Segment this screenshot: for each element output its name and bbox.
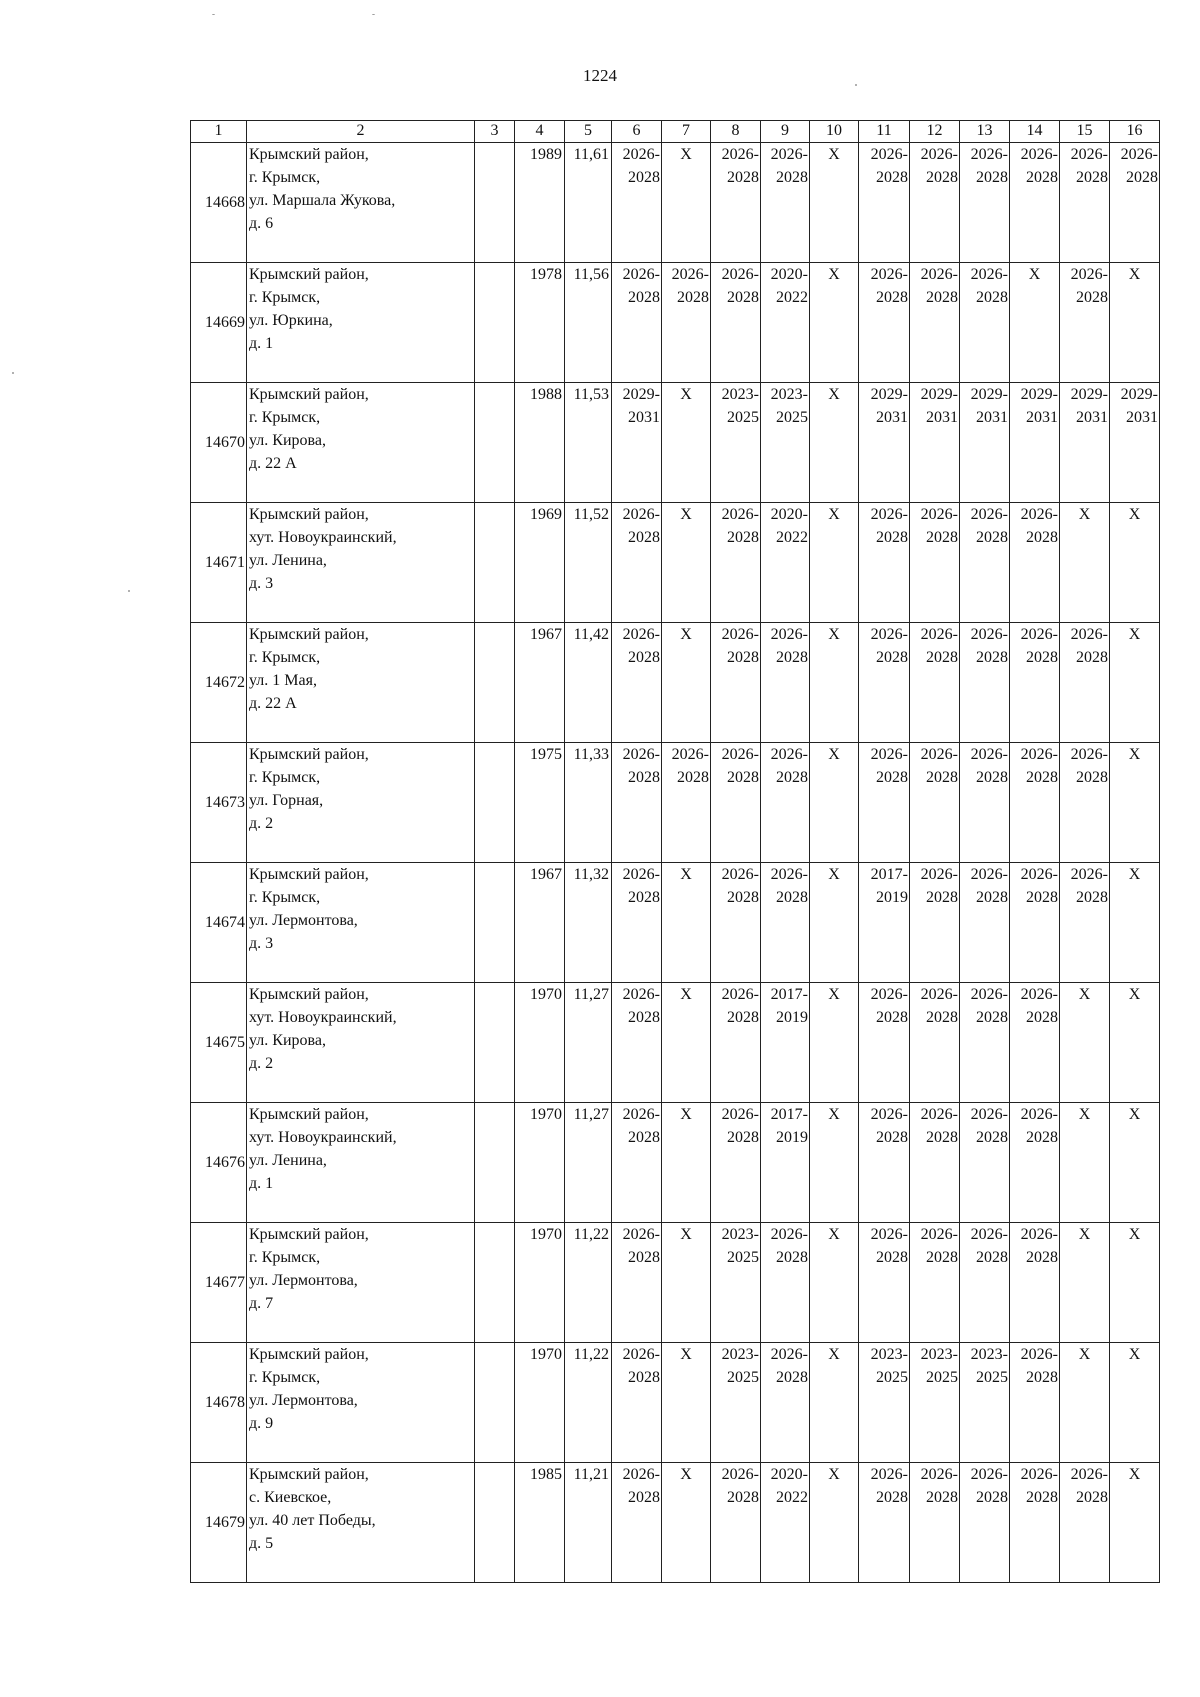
period-cell: 2017- 2019 xyxy=(859,863,910,983)
address-cell: Крымский район, хут. Новоукраинский, ул. Кирова, д. 2 xyxy=(247,983,475,1103)
scan-speck xyxy=(128,590,130,592)
period-cell: 2023- 2025 xyxy=(910,1343,960,1463)
table-row xyxy=(191,263,1160,383)
column-3-cell xyxy=(475,623,515,743)
period-cell: 2023- 2025 xyxy=(859,1343,910,1463)
row-number: 14678 xyxy=(191,1343,247,1463)
table-row xyxy=(191,983,1160,1103)
address-cell: Крымский район, г. Крымск, ул. Лермонтова, д. 7 xyxy=(247,1223,475,1343)
period-cell: 2026- 2028 xyxy=(1010,983,1060,1103)
value-cell: 11,56 xyxy=(565,263,612,383)
column-header: 11 xyxy=(859,121,910,143)
row-number: 14675 xyxy=(191,983,247,1103)
column-3-cell xyxy=(475,1103,515,1223)
period-cell: 2026- 2028 xyxy=(711,623,761,743)
period-cell: X xyxy=(810,623,859,743)
period-cell: X xyxy=(662,623,711,743)
period-cell: X xyxy=(662,983,711,1103)
period-cell: X xyxy=(1060,1223,1110,1343)
period-cell: 2026- 2028 xyxy=(859,1223,910,1343)
column-3-cell xyxy=(475,863,515,983)
period-cell: 2017- 2019 xyxy=(761,983,810,1103)
period-cell: 2026- 2028 xyxy=(612,263,662,383)
column-3-cell xyxy=(475,503,515,623)
table-row xyxy=(191,1103,1160,1223)
period-cell: 2020- 2022 xyxy=(761,503,810,623)
period-cell: 2020- 2022 xyxy=(761,263,810,383)
period-cell: 2026- 2028 xyxy=(960,623,1010,743)
address-cell: Крымский район, хут. Новоукраинский, ул. Ленина, д. 1 xyxy=(247,1103,475,1223)
address-cell: Крымский район, г. Крымск, ул. Кирова, д. 22 А xyxy=(247,383,475,503)
column-3-cell xyxy=(475,1223,515,1343)
column-header: 3 xyxy=(475,121,515,143)
column-header: 9 xyxy=(761,121,810,143)
row-number: 14676 xyxy=(191,1103,247,1223)
address-cell: Крымский район, г. Крымск, ул. Горная, д. 2 xyxy=(247,743,475,863)
period-cell: 2026- 2028 xyxy=(1060,263,1110,383)
period-cell: X xyxy=(810,743,859,863)
row-number: 14672 xyxy=(191,623,247,743)
period-cell: 2023- 2025 xyxy=(711,383,761,503)
page-number: 1224 xyxy=(583,66,617,85)
period-cell: X xyxy=(662,143,711,263)
period-cell: X xyxy=(1110,743,1160,863)
period-cell: 2026- 2028 xyxy=(859,143,910,263)
period-cell: 2026- 2028 xyxy=(1060,623,1110,743)
row-number: 14668 xyxy=(191,143,247,263)
period-cell: X xyxy=(1110,1343,1160,1463)
period-cell: 2017- 2019 xyxy=(761,1103,810,1223)
year-cell: 1970 xyxy=(515,1223,565,1343)
period-cell: 2026- 2028 xyxy=(612,1463,662,1583)
period-cell: 2020- 2022 xyxy=(761,1463,810,1583)
period-cell: 2029- 2031 xyxy=(1010,383,1060,503)
year-cell: 1970 xyxy=(515,1343,565,1463)
period-cell: 2026- 2028 xyxy=(662,263,711,383)
period-cell: 2026- 2028 xyxy=(960,1223,1010,1343)
period-cell: 2026- 2028 xyxy=(960,863,1010,983)
period-cell: X xyxy=(810,1343,859,1463)
year-cell: 1989 xyxy=(515,143,565,263)
scan-speck xyxy=(855,84,857,86)
column-3-cell xyxy=(475,143,515,263)
table-row xyxy=(191,1223,1160,1343)
value-cell: 11,53 xyxy=(565,383,612,503)
period-cell: 2029- 2031 xyxy=(859,383,910,503)
period-cell: 2026- 2028 xyxy=(612,623,662,743)
period-cell: 2026- 2028 xyxy=(662,743,711,863)
column-3-cell xyxy=(475,383,515,503)
period-cell: 2026- 2028 xyxy=(711,263,761,383)
value-cell: 11,52 xyxy=(565,503,612,623)
column-header: 1 xyxy=(191,121,247,143)
period-cell: 2026- 2028 xyxy=(1110,143,1160,263)
period-cell: 2026- 2028 xyxy=(761,1223,810,1343)
column-header: 4 xyxy=(515,121,565,143)
table-row xyxy=(191,863,1160,983)
period-cell: 2026- 2028 xyxy=(859,263,910,383)
value-cell: 11,27 xyxy=(565,983,612,1103)
period-cell: 2026- 2028 xyxy=(711,743,761,863)
table-row xyxy=(191,1343,1160,1463)
period-cell: 2029- 2031 xyxy=(960,383,1010,503)
period-cell: 2026- 2028 xyxy=(612,503,662,623)
period-cell: X xyxy=(1110,263,1160,383)
period-cell: 2026- 2028 xyxy=(761,1343,810,1463)
period-cell: X xyxy=(810,863,859,983)
period-cell: 2026- 2028 xyxy=(761,863,810,983)
period-cell: 2026- 2028 xyxy=(711,143,761,263)
column-header: 12 xyxy=(910,121,960,143)
period-cell: 2026- 2028 xyxy=(960,983,1010,1103)
period-cell: 2026- 2028 xyxy=(612,743,662,863)
period-cell: 2026- 2028 xyxy=(711,983,761,1103)
period-cell: 2026- 2028 xyxy=(1010,1463,1060,1583)
period-cell: 2026- 2028 xyxy=(1010,1343,1060,1463)
value-cell: 11,22 xyxy=(565,1343,612,1463)
period-cell: X xyxy=(662,1103,711,1223)
period-cell: 2023- 2025 xyxy=(711,1343,761,1463)
period-cell: 2026- 2028 xyxy=(910,143,960,263)
period-cell: X xyxy=(810,263,859,383)
year-cell: 1970 xyxy=(515,1103,565,1223)
period-cell: 2026- 2028 xyxy=(859,503,910,623)
period-cell: 2026- 2028 xyxy=(761,743,810,863)
period-cell: 2026- 2028 xyxy=(910,863,960,983)
row-number: 14679 xyxy=(191,1463,247,1583)
period-cell: 2026- 2028 xyxy=(612,1223,662,1343)
period-cell: 2026- 2028 xyxy=(859,983,910,1103)
period-cell: 2026- 2028 xyxy=(910,623,960,743)
period-cell: X xyxy=(662,1223,711,1343)
period-cell: X xyxy=(1010,263,1060,383)
period-cell: 2026- 2028 xyxy=(1010,1103,1060,1223)
column-header: 7 xyxy=(662,121,711,143)
period-cell: 2026- 2028 xyxy=(910,503,960,623)
table-row xyxy=(191,383,1160,503)
period-cell: X xyxy=(662,1343,711,1463)
column-header: 10 xyxy=(810,121,859,143)
period-cell: 2026- 2028 xyxy=(960,263,1010,383)
address-cell: Крымский район, г. Крымск, ул. Маршала Жукова, д. 6 xyxy=(247,143,475,263)
register-table xyxy=(190,120,1160,1583)
period-cell: X xyxy=(810,983,859,1103)
period-cell: X xyxy=(1060,983,1110,1103)
period-cell: 2026- 2028 xyxy=(960,1103,1010,1223)
row-number: 14674 xyxy=(191,863,247,983)
period-cell: 2026- 2028 xyxy=(612,1343,662,1463)
column-header: 6 xyxy=(612,121,662,143)
row-number: 14670 xyxy=(191,383,247,503)
row-number: 14677 xyxy=(191,1223,247,1343)
year-cell: 1967 xyxy=(515,623,565,743)
address-cell: Крымский район, г. Крымск, ул. 1 Мая, д. 22 А xyxy=(247,623,475,743)
period-cell: 2026- 2028 xyxy=(612,863,662,983)
period-cell: X xyxy=(1110,1463,1160,1583)
value-cell: 11,42 xyxy=(565,623,612,743)
period-cell: 2026- 2028 xyxy=(711,1463,761,1583)
scan-speck xyxy=(12,372,14,374)
period-cell: 2029- 2031 xyxy=(1060,383,1110,503)
value-cell: 11,22 xyxy=(565,1223,612,1343)
row-number: 14671 xyxy=(191,503,247,623)
period-cell: 2026- 2028 xyxy=(1060,143,1110,263)
period-cell: 2023- 2025 xyxy=(960,1343,1010,1463)
address-cell: Крымский район, г. Крымск, ул. Лермонтова, д. 3 xyxy=(247,863,475,983)
period-cell: X xyxy=(662,1463,711,1583)
column-3-cell xyxy=(475,743,515,863)
table-row xyxy=(191,1463,1160,1583)
period-cell: 2026- 2028 xyxy=(960,143,1010,263)
value-cell: 11,33 xyxy=(565,743,612,863)
column-3-cell xyxy=(475,1463,515,1583)
period-cell: 2026- 2028 xyxy=(1010,743,1060,863)
period-cell: 2026- 2028 xyxy=(1060,1463,1110,1583)
address-cell: Крымский район, с. Киевское, ул. 40 лет Победы, д. 5 xyxy=(247,1463,475,1583)
year-cell: 1970 xyxy=(515,983,565,1103)
period-cell: 2026- 2028 xyxy=(910,743,960,863)
column-header: 2 xyxy=(247,121,475,143)
period-cell: 2023- 2025 xyxy=(761,383,810,503)
period-cell: 2029- 2031 xyxy=(910,383,960,503)
period-cell: 2026- 2028 xyxy=(859,743,910,863)
period-cell: 2023- 2025 xyxy=(711,1223,761,1343)
period-cell: X xyxy=(1110,623,1160,743)
period-cell: 2026- 2028 xyxy=(910,1223,960,1343)
address-cell: Крымский район, хут. Новоукраинский, ул. Ленина, д. 3 xyxy=(247,503,475,623)
table-row xyxy=(191,143,1160,263)
period-cell: 2026- 2028 xyxy=(1010,623,1060,743)
column-3-cell xyxy=(475,263,515,383)
period-cell: 2026- 2028 xyxy=(859,623,910,743)
period-cell: 2026- 2028 xyxy=(761,143,810,263)
column-header: 13 xyxy=(960,121,1010,143)
period-cell: 2026- 2028 xyxy=(910,263,960,383)
period-cell: 2026- 2028 xyxy=(859,1463,910,1583)
value-cell: 11,32 xyxy=(565,863,612,983)
period-cell: X xyxy=(1110,1103,1160,1223)
period-cell: 2026- 2028 xyxy=(960,1463,1010,1583)
value-cell: 11,21 xyxy=(565,1463,612,1583)
period-cell: X xyxy=(810,143,859,263)
period-cell: 2026- 2028 xyxy=(960,503,1010,623)
period-cell: 2029- 2031 xyxy=(1110,383,1160,503)
value-cell: 11,61 xyxy=(565,143,612,263)
column-header: 14 xyxy=(1010,121,1060,143)
period-cell: 2026- 2028 xyxy=(1010,143,1060,263)
scan-speck xyxy=(212,14,215,15)
table-row xyxy=(191,623,1160,743)
period-cell: X xyxy=(662,503,711,623)
period-cell: X xyxy=(662,863,711,983)
period-cell: 2026- 2028 xyxy=(1060,863,1110,983)
period-cell: X xyxy=(810,1223,859,1343)
period-cell: 2026- 2028 xyxy=(711,1103,761,1223)
year-cell: 1978 xyxy=(515,263,565,383)
table-row xyxy=(191,503,1160,623)
value-cell: 11,27 xyxy=(565,1103,612,1223)
scan-speck xyxy=(372,14,375,15)
year-cell: 1985 xyxy=(515,1463,565,1583)
period-cell: 2029- 2031 xyxy=(612,383,662,503)
column-3-cell xyxy=(475,983,515,1103)
column-header: 5 xyxy=(565,121,612,143)
period-cell: 2026- 2028 xyxy=(761,623,810,743)
period-cell: X xyxy=(810,383,859,503)
period-cell: X xyxy=(810,503,859,623)
period-cell: X xyxy=(662,383,711,503)
year-cell: 1975 xyxy=(515,743,565,863)
period-cell: 2026- 2028 xyxy=(612,983,662,1103)
column-header: 8 xyxy=(711,121,761,143)
period-cell: X xyxy=(1110,863,1160,983)
period-cell: 2026- 2028 xyxy=(960,743,1010,863)
header-row xyxy=(191,121,1160,143)
period-cell: 2026- 2028 xyxy=(910,983,960,1103)
period-cell: X xyxy=(1110,503,1160,623)
period-cell: 2026- 2028 xyxy=(1010,1223,1060,1343)
column-header: 16 xyxy=(1110,121,1160,143)
period-cell: 2026- 2028 xyxy=(859,1103,910,1223)
period-cell: 2026- 2028 xyxy=(612,143,662,263)
column-header: 15 xyxy=(1060,121,1110,143)
column-3-cell xyxy=(475,1343,515,1463)
period-cell: X xyxy=(1060,503,1110,623)
year-cell: 1988 xyxy=(515,383,565,503)
period-cell: X xyxy=(810,1463,859,1583)
address-cell: Крымский район, г. Крымск, ул. Лермонтова, д. 9 xyxy=(247,1343,475,1463)
row-number: 14673 xyxy=(191,743,247,863)
period-cell: X xyxy=(1110,1223,1160,1343)
period-cell: 2026- 2028 xyxy=(1060,743,1110,863)
period-cell: 2026- 2028 xyxy=(1010,503,1060,623)
year-cell: 1967 xyxy=(515,863,565,983)
row-number: 14669 xyxy=(191,263,247,383)
period-cell: X xyxy=(1060,1343,1110,1463)
period-cell: 2026- 2028 xyxy=(910,1463,960,1583)
period-cell: 2026- 2028 xyxy=(711,503,761,623)
period-cell: X xyxy=(1110,983,1160,1103)
period-cell: 2026- 2028 xyxy=(711,863,761,983)
period-cell: 2026- 2028 xyxy=(612,1103,662,1223)
period-cell: 2026- 2028 xyxy=(910,1103,960,1223)
period-cell: X xyxy=(1060,1103,1110,1223)
period-cell: X xyxy=(810,1103,859,1223)
year-cell: 1969 xyxy=(515,503,565,623)
address-cell: Крымский район, г. Крымск, ул. Юркина, д. 1 xyxy=(247,263,475,383)
table-row xyxy=(191,743,1160,863)
period-cell: 2026- 2028 xyxy=(1010,863,1060,983)
